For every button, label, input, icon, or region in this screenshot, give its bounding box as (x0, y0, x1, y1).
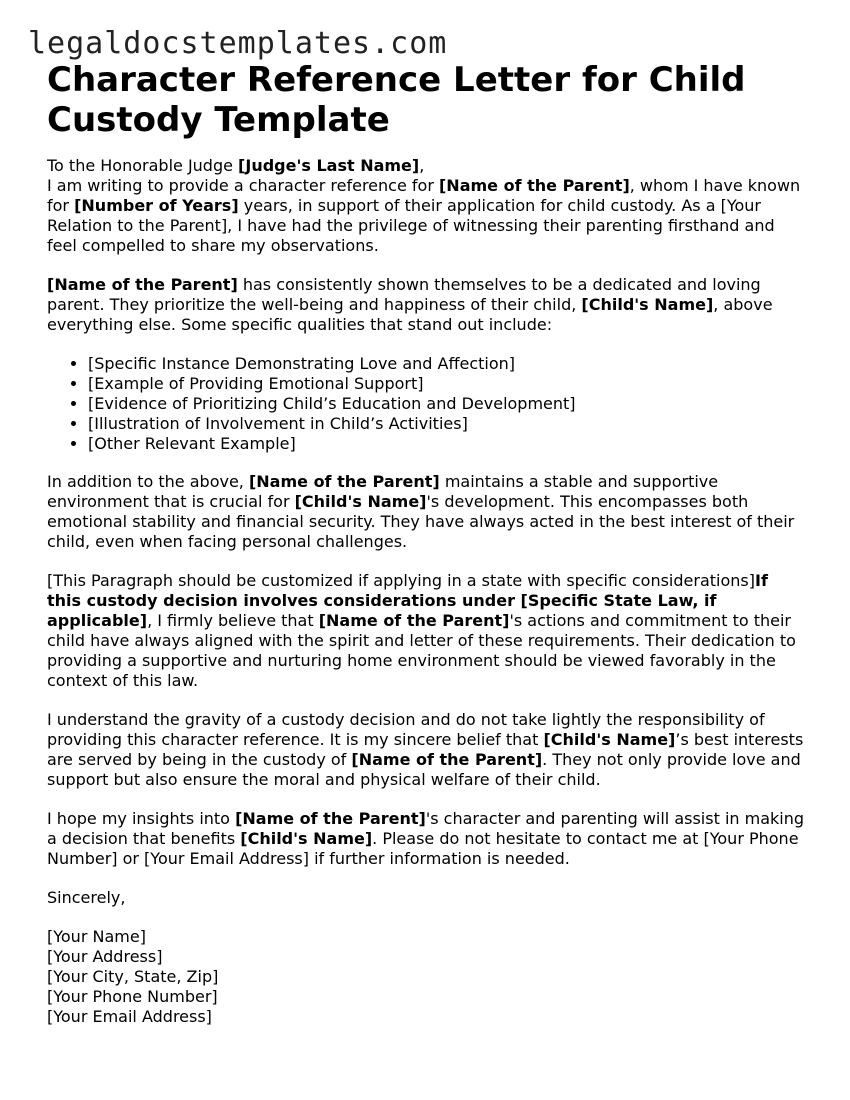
list-item: • [Evidence of Prioritizing Child’s Education and Development] (88, 394, 807, 414)
paragraph-contact: I hope my insights into [Name of the Parent]'s character and parenting will assist in making a decision that benefits [Child's Name]. Please do not hesitate to contact me at [Your Phone Number] or [Your Email Address] if further information is needed. (47, 809, 805, 868)
paragraph-environment: In addition to the above, [Name of the Parent] maintains a stable and supportive environment that is crucial for [Child's Name]'s development. This encompasses both emotional stability and financial security. They have always acted in the best interest of their child, even when facing personal challenges. (47, 472, 795, 551)
paragraph-qualities: [Name of the Parent] has consistently shown themselves to be a dedicated and loving parent. They prioritize the well-being and happiness of their child, [Child's Name], above everything else. Some specific qualities that stand out include: (47, 275, 773, 334)
list-item: • [Specific Instance Demonstrating Love and Affection] (88, 354, 807, 374)
list-item: • [Other Relevant Example] (88, 434, 807, 454)
site-watermark: legaldocstemplates.com (28, 26, 448, 61)
signature-email: [Your Email Address] (47, 1007, 212, 1026)
closing: Sincerely, (47, 888, 126, 907)
qualities-list (47, 354, 807, 454)
signature-name: [Your Name] (47, 927, 146, 946)
list-item: • [Example of Providing Emotional Support] (88, 374, 807, 394)
document-title: Character Reference Letter for Child Custody Template (47, 60, 746, 140)
letter-body (47, 60, 807, 1027)
signature-phone: [Your Phone Number] (47, 987, 218, 1006)
list-item: • [Illustration of Involvement in Child’s Activities] (88, 414, 807, 434)
paragraph-belief: I understand the gravity of a custody decision and do not take lightly the responsibility of providing this character reference. It is my sincere belief that [Child's Name]’s best interests are served by being in the custody of [Name of the Parent]. They not only provide love and support but also ensure the moral and physical welfare of their child. (47, 710, 804, 789)
signature-block (47, 927, 807, 1027)
paragraph-state-law: [This Paragraph should be customized if applying in a state with specific considerations]If this custody decision involves considerations under [Specific State Law, if applicable], I firmly believe that [Name of the Parent]'s actions and commitment to their child have always aligned with the spirit and letter of these requirements. Their dedication to providing a supportive and nurturing home environment should be viewed favorably in the context of this law. (47, 571, 796, 690)
paragraph-introduction: I am writing to provide a character reference for [Name of the Parent], whom I have known for [Number of Years] years, in support of their application for child custody. As a [Your Relation to the Parent], I have had the privilege of witnessing their parenting firsthand and feel compelled to share my observations. (47, 176, 801, 255)
signature-address: [Your Address] (47, 947, 163, 966)
salutation: To the Honorable Judge [Judge's Last Name], (47, 156, 425, 175)
signature-city-state-zip: [Your City, State, Zip] (47, 967, 219, 986)
